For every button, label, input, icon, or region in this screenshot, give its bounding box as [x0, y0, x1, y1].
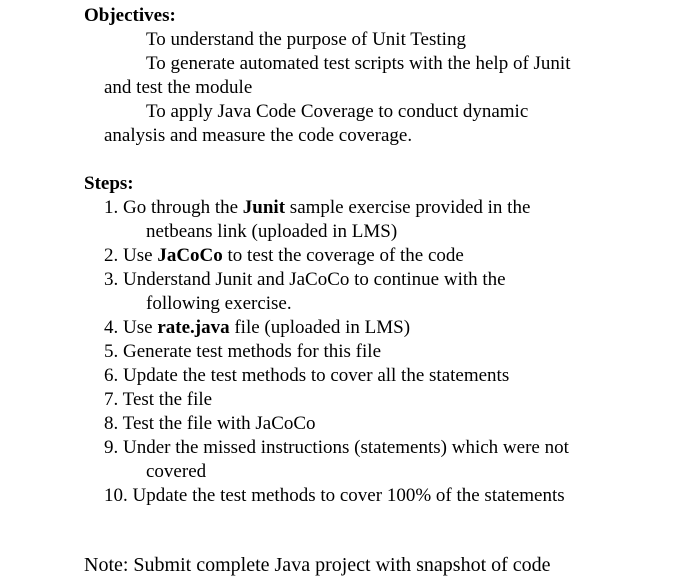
step-6: [104, 364, 509, 388]
step-1: [104, 196, 530, 220]
step-3-cont: following exercise.: [146, 293, 292, 314]
step-text: Use: [123, 317, 158, 338]
step-7: [104, 388, 212, 412]
step-text: Under the missed instructions (statements) which were not: [123, 437, 569, 458]
objective-2-cont: and test the module: [104, 77, 253, 98]
step-text: to test the coverage of the code: [222, 245, 464, 266]
step-number: 9.: [104, 437, 119, 458]
objectives-heading: Objectives:: [84, 5, 176, 26]
step-number: 1.: [104, 197, 119, 218]
step-text: Go through the: [123, 197, 243, 218]
step-text: Generate test methods for this file: [123, 341, 382, 362]
step-keyword: JaCoCo: [157, 245, 223, 266]
step-1-cont: netbeans link (uploaded in LMS): [146, 221, 398, 242]
step-number: 5.: [104, 341, 119, 362]
step-9-cont: covered: [146, 461, 207, 482]
step-4: [104, 316, 410, 340]
step-keyword: Junit: [242, 197, 286, 218]
step-number: 2.: [104, 245, 119, 266]
step-number: 10.: [104, 485, 128, 506]
step-text: Update the test methods to cover all the statements: [123, 365, 510, 386]
step-text: file (uploaded in LMS): [229, 317, 411, 338]
step-number: 3.: [104, 269, 119, 290]
step-text: Use: [123, 245, 158, 266]
step-3: [104, 268, 506, 292]
step-number: 6.: [104, 365, 119, 386]
step-text: Understand Junit and JaCoCo to continue with the: [123, 269, 506, 290]
step-text: sample exercise provided in the: [285, 197, 531, 218]
step-text: Test the file: [122, 389, 213, 410]
step-text: Test the file with JaCoCo: [122, 413, 316, 434]
step-10: [104, 484, 565, 508]
step-2: [104, 244, 464, 268]
step-keyword: rate.java: [157, 317, 230, 338]
submission-note: Note: Submit complete Java project with snapshot of code: [84, 554, 551, 576]
step-number: 8.: [104, 413, 119, 434]
step-5: [104, 340, 381, 364]
step-number: 4.: [104, 317, 119, 338]
step-9: [104, 436, 569, 460]
objective-3-cont: analysis and measure the code coverage.: [104, 125, 413, 146]
steps-heading: Steps:: [84, 173, 134, 194]
step-text: Update the test methods to cover 100% of the statements: [132, 485, 565, 506]
objective-1: To understand the purpose of Unit Testing: [146, 29, 466, 50]
objective-2: To generate automated test scripts with the help of Junit: [146, 53, 571, 74]
step-8: [104, 412, 316, 436]
objective-3: To apply Java Code Coverage to conduct dynamic: [146, 101, 529, 122]
step-number: 7.: [104, 389, 119, 410]
